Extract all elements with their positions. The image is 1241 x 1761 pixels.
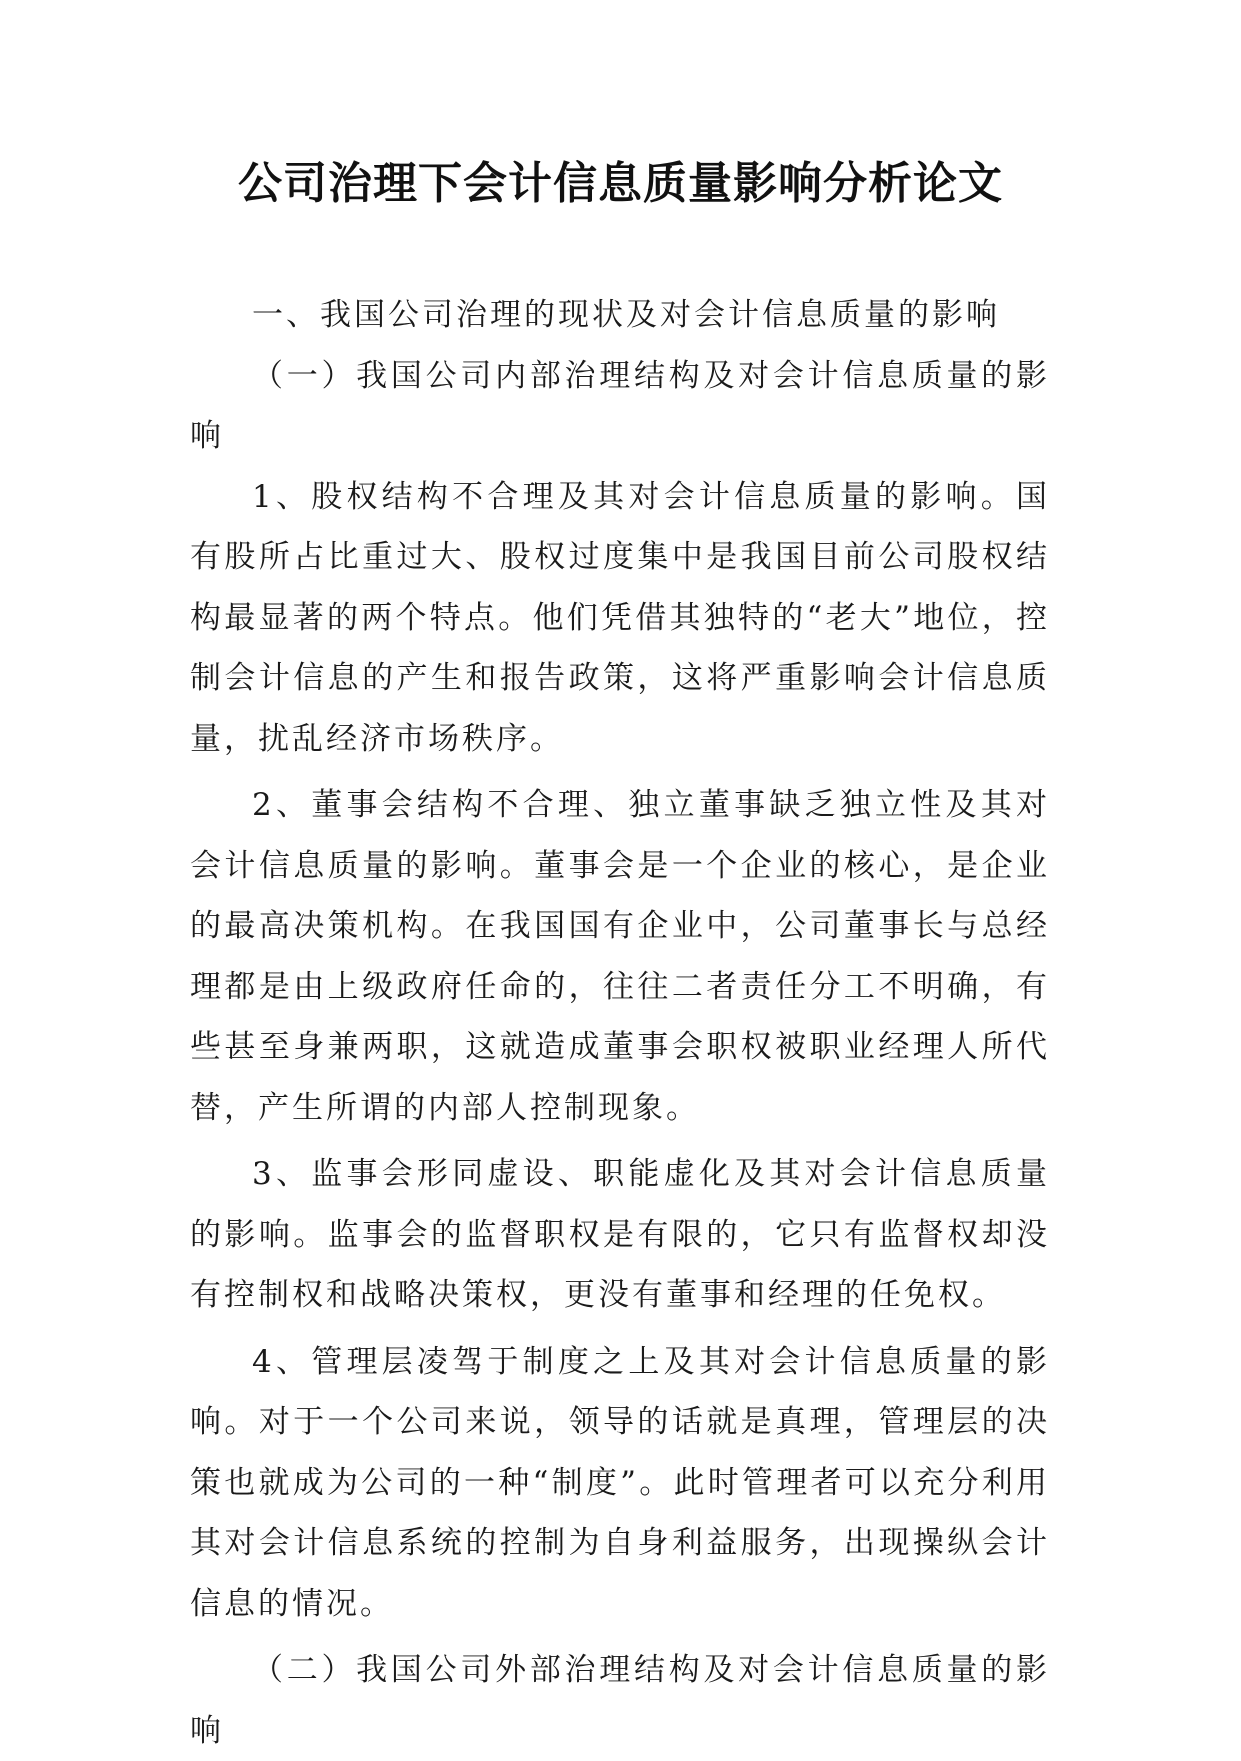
subsection-heading-1: （一）我国公司内部治理结构及对会计信息质量的影响 bbox=[190, 357, 1050, 454]
paragraph-equity-structure: 1、股权结构不合理及其对会计信息质量的影响。国有股所占比重过大、股权过度集中是我国目前公司股权结构最显著的两个特点。他们凭借其独特的“老大”地位，控制会计信息的产生和报告政策，这将严重影响会计信息质量，扰乱经济市场秩序。 bbox=[190, 478, 1050, 757]
section-heading-1: 一、我国公司治理的现状及对会计信息质量的影响 bbox=[252, 297, 1000, 333]
subsection-heading-2: （二）我国公司外部治理结构及对会计信息质量的影响 bbox=[190, 1652, 1050, 1749]
paragraph-supervisory-board: 3、监事会形同虚设、职能虚化及其对会计信息质量的影响。监事会的监督职权是有限的，它只有监督权却没有控制权和战略决策权，更没有董事和经理的任免权。 bbox=[190, 1156, 1050, 1313]
document-title: 公司治理下会计信息质量影响分析论文 bbox=[238, 158, 1003, 209]
document-body bbox=[190, 285, 1050, 1761]
paragraph-management-override: 4、管理层凌驾于制度之上及其对会计信息质量的影响。对于一个公司来说，领导的话就是真理，管理层的决策也就成为公司的一种“制度”。此时管理者可以充分利用其对会计信息系统的控制为自身利益服务，出现操纵会计信息的情况。 bbox=[190, 1343, 1050, 1622]
paragraph-board-structure: 2、董事会结构不合理、独立董事缺乏独立性及其对会计信息质量的影响。董事会是一个企业的核心，是企业的最高决策机构。在我国国有企业中，公司董事长与总经理都是由上级政府任命的，往往二者责任分工不明确，有些甚至身兼两职，这就造成董事会职权被职业经理人所代替，产生所谓的内部人控制现象。 bbox=[190, 787, 1050, 1126]
